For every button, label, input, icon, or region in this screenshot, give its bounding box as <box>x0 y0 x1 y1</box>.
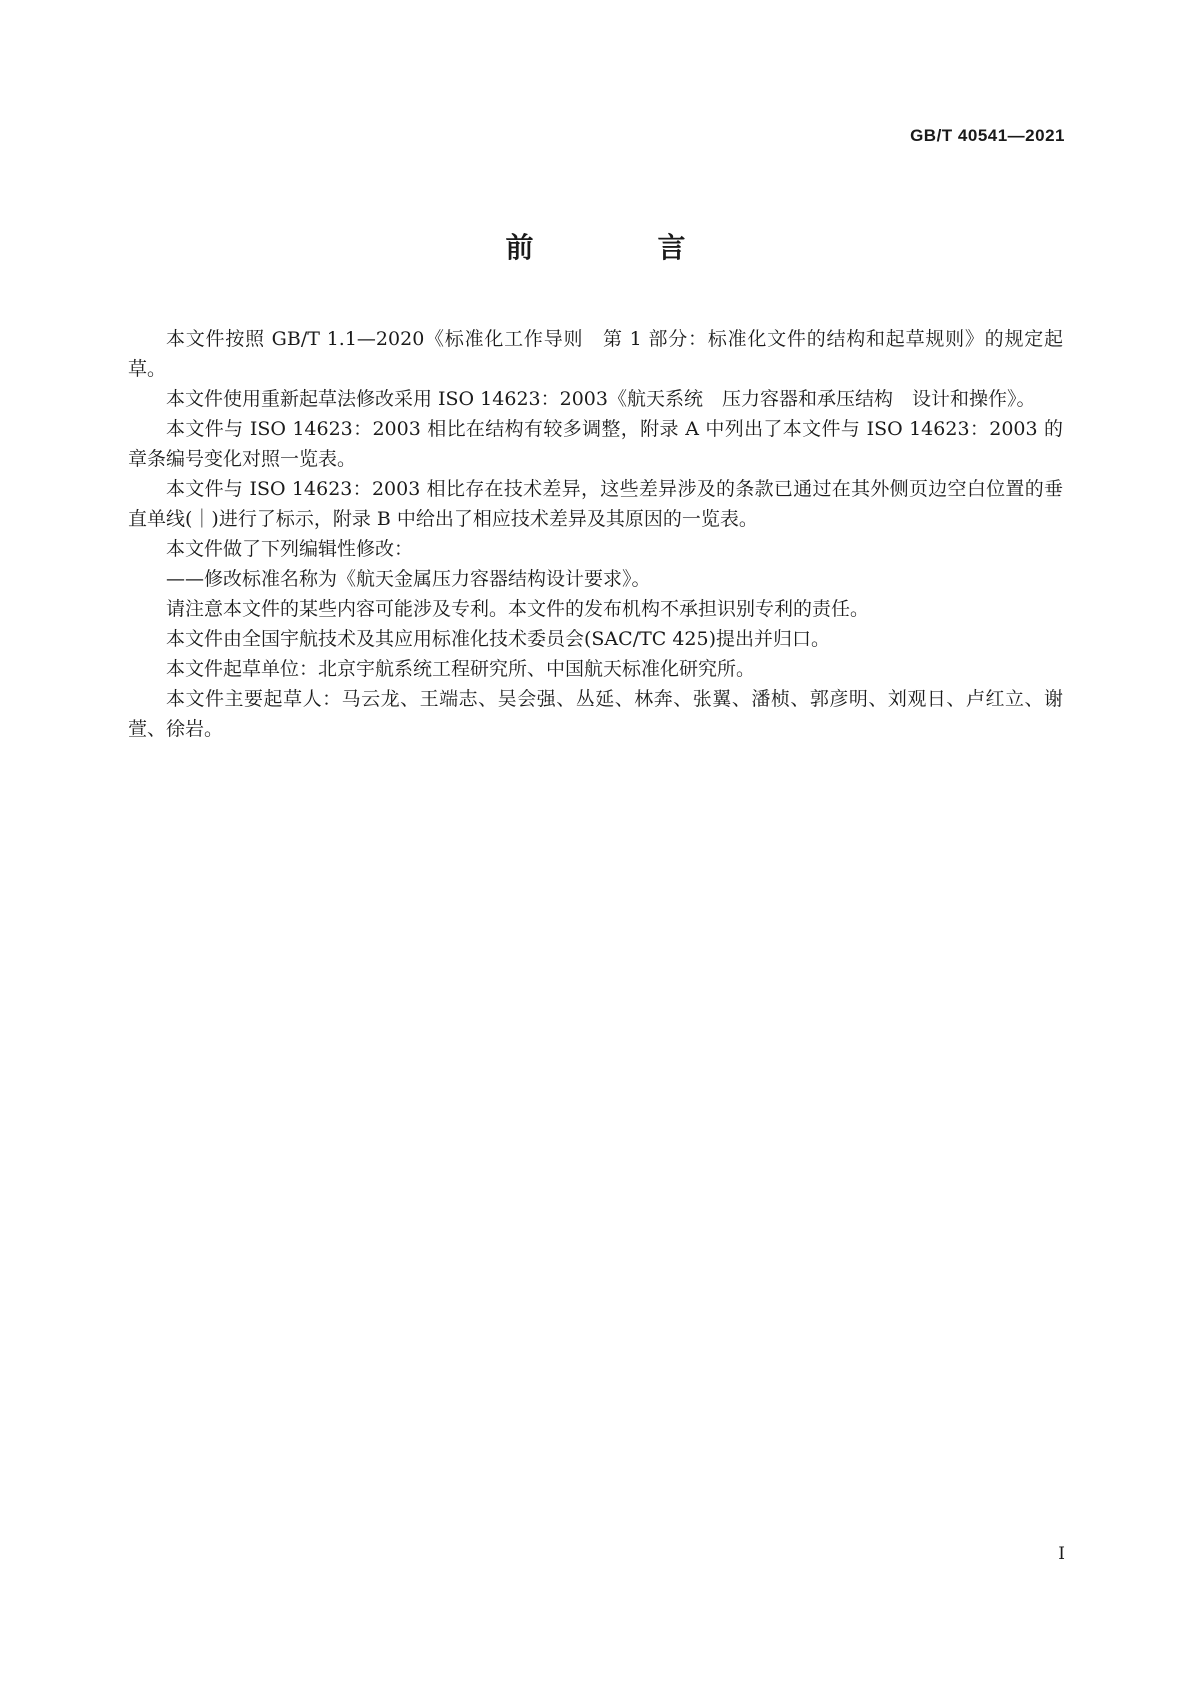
paragraph-adoption: 本文件使用重新起草法修改采用 ISO 14623：2003《航天系统 压力容器和承压结构 设计和操作》。 <box>166 388 1036 410</box>
paragraph-proposer: 本文件由全国宇航技术及其应用标准化技术委员会(SAC/TC 425)提出并归口。 <box>166 628 831 650</box>
paragraph-editorial-change-item: ——修改标准名称为《航天金属压力容器结构设计要求》。 <box>166 568 651 590</box>
page-title: 前 言 <box>505 231 734 264</box>
paragraph-editorial-changes-intro: 本文件做了下列编辑性修改： <box>166 538 414 560</box>
paragraph-drafting-units: 本文件起草单位：北京宇航系统工程研究所、中国航天标准化研究所。 <box>166 658 756 680</box>
standard-code: GB/T 40541—2021 <box>910 126 1065 145</box>
paragraph-drafting-rules: 本文件按照 GB/T 1.1—2020《标准化工作导则 第 1 部分：标准化文件的结构和起草规则》的规定起草。 <box>128 328 1063 380</box>
foreword-body <box>128 324 1063 744</box>
paragraph-structure-changes: 本文件与 ISO 14623：2003 相比在结构有较多调整，附录 A 中列出了本文件与 ISO 14623：2003 的章条编号变化对照一览表。 <box>128 418 1063 470</box>
paragraph-technical-differences: 本文件与 ISO 14623：2003 相比存在技术差异，这些差异涉及的条款已通过在其外侧页边空白位置的垂直单线(｜)进行了标示，附录 B 中给出了相应技术差异及其原因的一览表。 <box>128 478 1063 530</box>
paragraph-patent-notice: 请注意本文件的某些内容可能涉及专利。本文件的发布机构不承担识别专利的责任。 <box>166 598 870 620</box>
page-number: I <box>1058 1544 1065 1564</box>
paragraph-drafters: 本文件主要起草人：马云龙、王端志、吴会强、丛延、林奔、张翼、潘桢、郭彦明、刘观日、卢红立、谢萱、徐岩。 <box>128 688 1063 740</box>
